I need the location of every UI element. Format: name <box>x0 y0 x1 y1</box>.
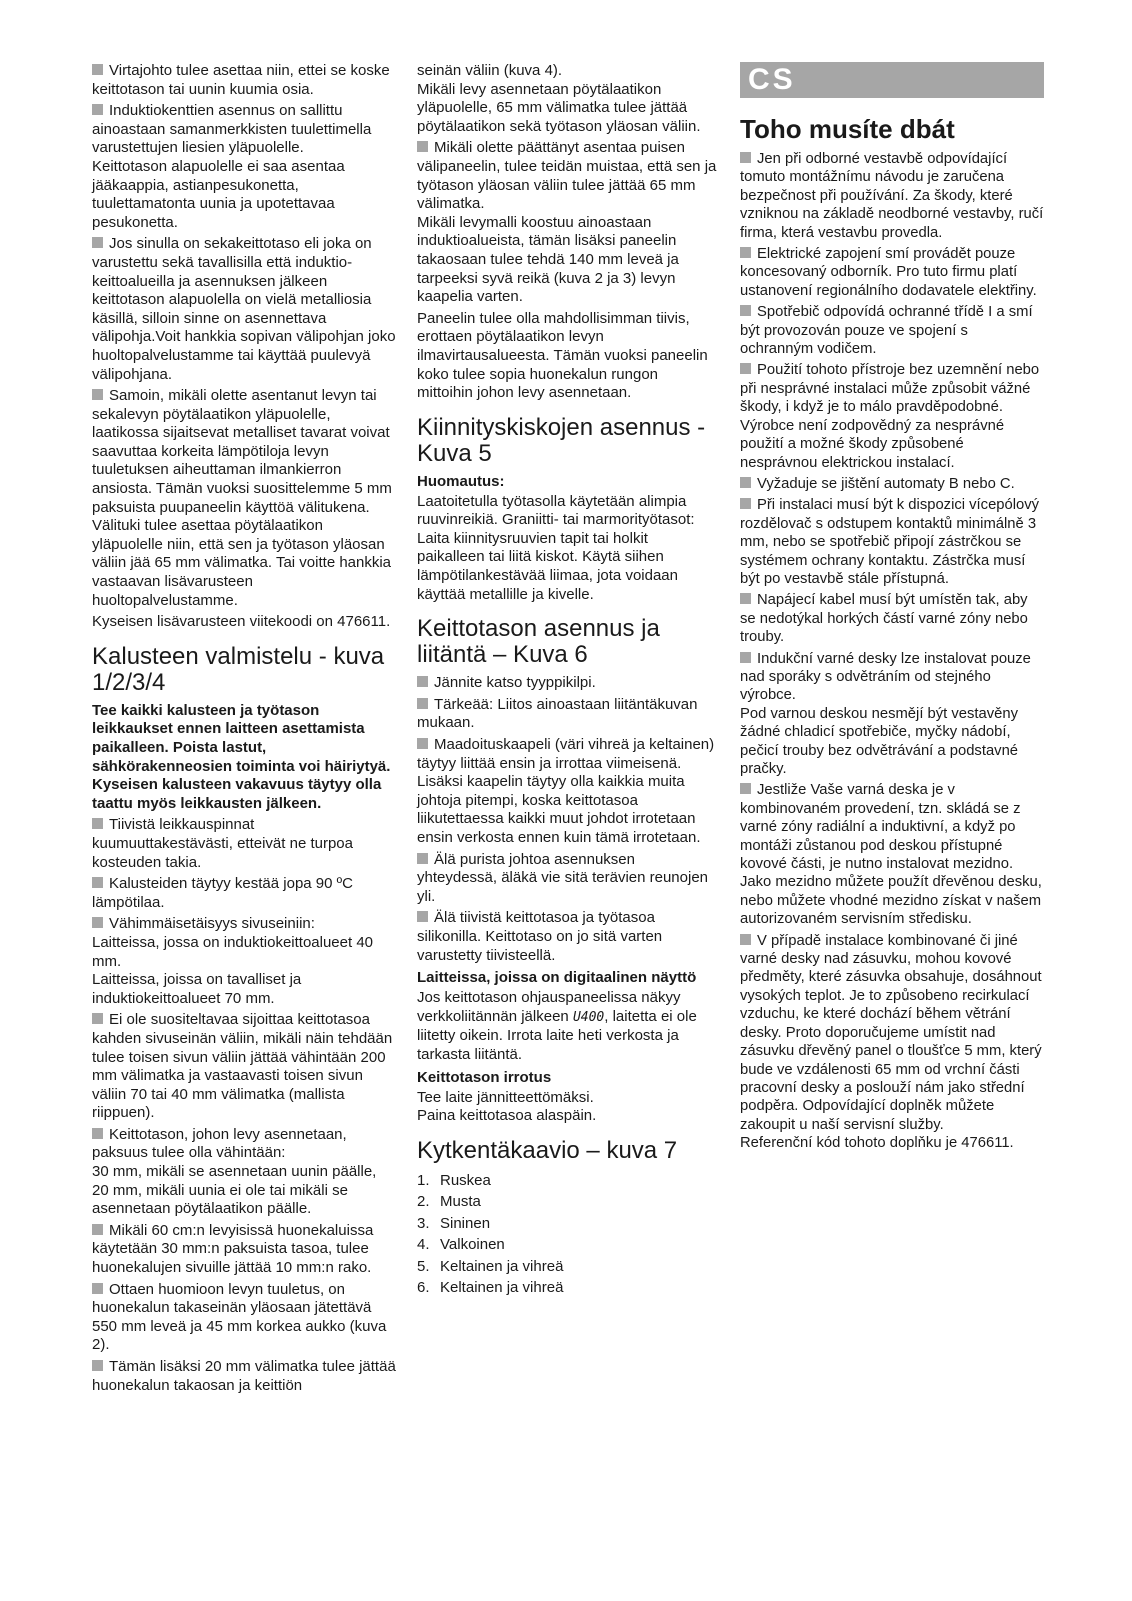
paragraph: Keittotason, johon levy asennetaan, paksuus tulee olla vähintään: <box>92 1125 347 1162</box>
bullet-square-icon <box>92 104 103 115</box>
column-finnish-2 <box>417 62 717 1299</box>
bullet-square-icon <box>740 783 751 794</box>
section-heading-mounting-rails: Kiinnityskiskojen asennus - Kuva 5 <box>417 413 706 467</box>
paragraph: seinän väliin (kuva 4). <box>417 62 563 79</box>
paragraph: 30 mm, mikäli se asennetaan uunin päälle, <box>92 1163 377 1181</box>
paragraph: Elektrické zapojení smí provádět pouze koncesovaný odborník. Pro tuto firmu platí ustanovení regionálního dodavatele elektřiny. <box>740 246 1037 299</box>
bullet-square-icon <box>92 1283 103 1294</box>
subheading-digital-display: Laitteissa, joissa on digitaalinen näyttö <box>417 969 697 987</box>
bullet-square-icon <box>740 305 751 316</box>
paragraph: Ottaen huomioon levyn tuuletus, on huonekalun takaseinän yläosaan jätettävä 550 mm leveä ja 45 mm korkea aukko (kuva 2). <box>92 1280 387 1354</box>
bullet-square-icon <box>417 738 428 749</box>
bullet-square-icon <box>740 652 751 663</box>
paragraph: Použití tohoto přístroje bez uzemnění nebo při nesprávné instalaci může způsobit vážné škody, i když je to málo pravděpodobné. <box>740 362 1040 416</box>
bold-intro: Tee kaikki kalusteen ja työtason leikkaukset ennen laitteen asettamista paikalleen. Poista lastut, sähkörakenneosien toiminta voi häiriytyä. Kyseisen kalusteen vakavuus täytyy olla taattu myös leikkausten jälkeen. <box>92 701 391 812</box>
paragraph: Tee laite jännitteettömäksi. <box>417 1088 594 1106</box>
paragraph: Jen při odborné vestavbě odpovídající tomuto montážnímu návodu je zaručena bezpečnost při používání. Za škody, které vzniknou na základě neodborné vestavby, ručí firma, která vestavbu provedla. <box>740 151 1044 241</box>
paragraph: Älä purista johtoa asennuksen yhteydessä, äläkä vie sitä terävien reunojen yli. <box>417 850 709 905</box>
bullet-square-icon <box>740 934 751 945</box>
paragraph: Vähimmäisetäisyys sivuseiniin: <box>92 915 397 934</box>
paragraph: Älä tiivistä keittotasoa ja työtasoa silikonilla. Keittotaso on jo sitä varten varustetty tiivisteellä. <box>417 909 663 964</box>
section-heading-furniture-prep: Kalusteen valmistelu - kuva 1/2/3/4 <box>92 642 385 696</box>
paragraph: Maadoituskaapeli (väri vihreä ja keltainen) täytyy liittää ensin ja irrottaa viimeisenä. Lisäksi kaapelin täytyy olla kaikkia muita johtoja pitempi, koska keittotasoa liikutettaessa kaikki muut johdot irrotetaan ensin verkosta ennen kuin tämä irrotetaan. <box>417 736 715 846</box>
bullet-square-icon <box>92 1013 103 1024</box>
bullet-square-icon <box>92 917 103 928</box>
bullet-square-icon <box>417 141 428 152</box>
display-code: U400 <box>572 1009 605 1025</box>
paragraph: Při instalaci musí být k dispozici vícepólový rozdělovač s odstupem kontaktů minimálně 3 mm, nebo se spotřebič připojí zástrčkou se systémem ochrany kontaktu. Zástrčka musí být po vestavbě stále přístupná. <box>740 497 1040 587</box>
bullet-square-icon <box>92 64 103 75</box>
list-item: 2. Musta <box>417 1193 481 1211</box>
bullet-square-icon <box>417 853 428 864</box>
bullet-square-icon <box>417 676 428 687</box>
bullet-square-icon <box>417 911 428 922</box>
paragraph: Jännite katso tyyppikilpi. <box>417 674 717 693</box>
list-item: 1. Ruskea <box>417 1171 491 1189</box>
paragraph: Pod varnou deskou nesmějí být vestavěny žádné chladicí spotřebiče, myčky nádobí, pečicí trouby bez odvětrávání a podstavné pračky. <box>740 705 1019 777</box>
paragraph: Tämän lisäksi 20 mm välimatka tulee jättää huonekalun takaosan ja keittiön <box>92 1358 396 1394</box>
paragraph: Indukční varné desky lze instalovat pouze nad sporáky s odvětráním od stejného výrobce. <box>740 650 1031 704</box>
paragraph: 20 mm, mikäli uunia ei ole tai mikäli se asennetaan pöytälaatikon päälle. <box>92 1181 348 1218</box>
language-band: CS <box>740 62 1044 98</box>
paragraph: Kyseisen lisävarusteen viitekoodi on 476611. <box>92 613 391 631</box>
paragraph: Napájecí kabel musí být umístěn tak, aby se nedotýkal horkých částí varné zóny nebo trouby. <box>740 592 1028 646</box>
paragraph: Samoin, mikäli olette asentanut levyn tai sekalevyn pöytälaatikon yläpuolelle, laatikossa sijaitsevat metalliset tavarat voivat saavuttaa korkeita lämpötiloja levyn tuuletuksen aiheuttaman ilmankierron ansiosta. Tämän vuoksi suosittelemme 5 mm paksuista puupaneelin käyttöä välitukena. Välituki tulee asettaa pöytälaatikon yläpuolelle niin, että sen ja työtason yläosan väliin jää 65 mm välimatka. Tai voitte hankkia vastaavan lisävarusteen huoltopalvelustamme. <box>92 387 392 609</box>
paragraph: Ei ole suositeltavaa sijoittaa keittotasoa kahden sivuseinän väliin, mikäli näin tehdään tulee toisen sivun väliin jättää vähintään 200 mm välimatka ja vastaavasti toisen sivun väliin 70 tai 40 mm välimatka (mallista riippuen). <box>92 1011 393 1122</box>
section-heading-installation: Keittotason asennus ja liitäntä – Kuva 6 <box>417 615 660 669</box>
list-item: 6. Keltainen ja vihreä <box>417 1279 564 1297</box>
section-heading-czech: Toho musíte dbát <box>740 114 955 144</box>
bullet-square-icon <box>417 698 428 709</box>
wire-list <box>417 1170 717 1299</box>
bullet-square-icon <box>92 237 103 248</box>
bullet-square-icon <box>92 877 103 888</box>
paragraph: Laitteissa, joissa on tavalliset ja induktiokeittoalueet 70 mm. <box>92 971 302 1007</box>
list-item: 5. Keltainen ja vihreä <box>417 1257 564 1275</box>
list-item: 4. Valkoinen <box>417 1236 505 1254</box>
bullet-square-icon <box>92 1224 103 1235</box>
bullet-square-icon <box>740 247 751 258</box>
note-heading: Huomautus: <box>417 472 505 490</box>
paragraph: Mikäli olette päättänyt asentaa puisen välipaneelin, tulee teidän muistaa, että sen ja työtason yläosan väliin tulee jättää 65 mm välimatka. <box>417 139 717 213</box>
paragraph: Vyžaduje se jištění automaty B nebo C. <box>740 475 1044 493</box>
paragraph: Jos keittotason ohjauspaneelissa näkyy verkkoliitännän jälkeen U400, laitetta ei ole liitetty oikein. Irrota laite heti verkosta ja tarkasta liitäntä. <box>417 989 697 1063</box>
bullet-square-icon <box>92 818 103 829</box>
list-item: 3. Sininen <box>417 1214 491 1232</box>
bullet-square-icon <box>740 152 751 163</box>
paragraph: Paneelin tulee olla mahdollisimman tiivis, erottaen pöytälaatikon levyn ilmavirtausalueesta. Tämän vuoksi paneelin koko tulee sopia huonekalun rungon mittoihin johon levy asennetaan. <box>417 309 708 402</box>
column-finnish-1 <box>92 62 397 1398</box>
paragraph: Kalusteiden täytyy kestää jopa 90 ºC lämpötilaa. <box>92 875 353 911</box>
paragraph: Paina keittotasoa alaspäin. <box>417 1107 597 1125</box>
paragraph: Virtajohto tulee asettaa niin, ettei se koske keittotason tai uunin kuumia osia. <box>92 62 390 98</box>
paragraph: Induktiokenttien asennus on sallittu ainoastaan samanmerkkisten tuulettimella varustettujen liesien yläpuolelle. <box>92 102 372 157</box>
paragraph: Referenční kód tohoto doplňku je 476611. <box>740 1135 1014 1152</box>
paragraph: Jestliže Vaše varná deska je v kombinovaném provedení, tzn. skládá se z varné zóny radiální a induktivní, a když po montáži zůstanou pod deskou přístupné kovové části, je nutno instalovat mezidno. Jako mezidno můžete použít dřevěnou desku, nebo můžete vhodné mezidno získat v našem autorizovaném servisním středisku. <box>740 782 1042 928</box>
paragraph: Keittotason alapuolelle ei saa asentaa jääkaappia, astianpesukonetta, tuulettamatonta uunia ja upotettavaa pesukonetta. <box>92 157 345 231</box>
paragraph: Mikäli levy asennetaan pöytälaatikon yläpuolelle, 65 mm välimatka tulee jättää pöytälaatikon sekä työtason yläosan väliin. <box>417 80 701 135</box>
bullet-square-icon <box>740 593 751 604</box>
paragraph: Tärkeää: Liitos ainoastaan liitäntäkuvan mukaan. <box>417 695 698 732</box>
paragraph: Jos sinulla on sekakeittotaso eli joka on varustettu sekä tavallisilla että induktio-keittoalueilla ja asennuksen jälkeen keittotason alapuolella on vielä metalliosia käsillä, silloin sinne on asennettava välipohja.Voit hankkia sopivan välipohjan joko huoltopalvelustamme tai käyttää puulevyä välipohjana. <box>92 235 396 383</box>
subheading-removal: Keittotason irrotus <box>417 1068 552 1086</box>
section-heading-wiring-diagram: Kytkentäkaavio – kuva 7 <box>417 1136 678 1164</box>
paragraph: Mikäli levymalli koostuu ainoastaan induktioalueista, tämän lisäksi paneelin takaosaan tulee tehdä 140 mm leveä ja tarpeeksi syvä reikä (kuva 2 ja 3) levyn kaapelia varten. <box>417 213 679 306</box>
paragraph: Výrobce není zodpovědný za nesprávné použití a možné škody způsobené nesprávnou elektrickou instalací. <box>740 417 1005 471</box>
paragraph: Tiivistä leikkauspinnat kuumuuttakestävästi, etteivät ne turpoa kosteuden takia. <box>92 816 353 871</box>
paragraph: Laatoitetulla työtasolla käytetään alimpia ruuvinreikiä. Graniitti- tai marmorityötasot: Laita kiinnitysruuvien tapit tai holkit paikalleen tai liitä kiskot. Käytä siihen lämpötilankestävää liimaa, jota voidaan käyttää metallille ja kivelle. <box>417 492 695 603</box>
paragraph: Laitteissa, jossa on induktiokeittoalueet 40 mm. <box>92 933 374 970</box>
paragraph: V případě instalace kombinované či jiné varné desky nad zásuvku, mohou kovové předměty, které zásuvka obsahuje, dosáhnout vysokých teplot. Je to způsobeno recirkulací vzduchu, ke které dochází během větrání desky. Proto doporučujeme umístit nad zásuvku dřevěný panel o tloušťce 5 mm, který bude ve vzdálenosti 65 mm od vrchní části pracovní desky a poslouží nám jako střední podpěra. Odpovídající doplněk můžete zakoupit u naší servisní služby. <box>740 932 1042 1133</box>
bullet-square-icon <box>740 498 751 509</box>
bullet-square-icon <box>92 1360 103 1371</box>
bullet-square-icon <box>740 363 751 374</box>
paragraph: Mikäli 60 cm:n levyisissä huonekaluissa käytetään 30 mm:n paksuista tasoa, tulee huonekalujen sivuille jättää 10 mm:n rako. <box>92 1221 374 1277</box>
bullet-square-icon <box>92 389 103 400</box>
bullet-square-icon <box>740 477 751 488</box>
bullet-square-icon <box>92 1128 103 1139</box>
column-czech <box>740 62 1044 1156</box>
paragraph: Spotřebič odpovídá ochranné třídě I a smí být provozován pouze ve spojení s ochranným vodičem. <box>740 304 1033 358</box>
